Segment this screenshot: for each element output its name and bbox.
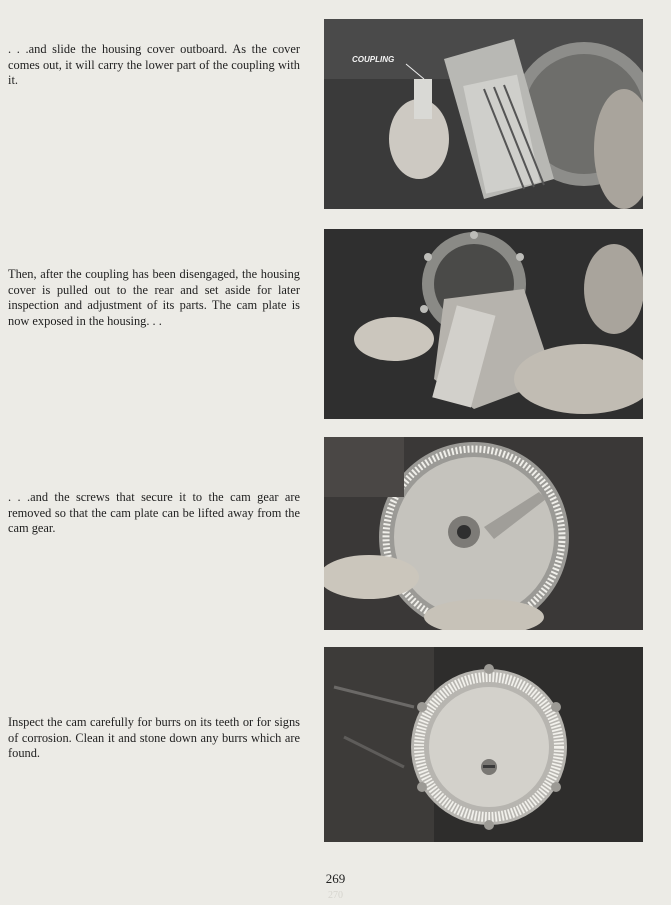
caption-2: Then, after the coupling has been disengaged, the housing cover is pulled out to the rear and set aside for later inspection and adjustment of its parts. The cam plate is now exposed in the housing. . . bbox=[8, 267, 300, 328]
photo-housing-cover-slide bbox=[324, 19, 643, 209]
caption-1: . . .and slide the housing cover outboard. As the cover comes out, it will carry the lower part of the coupling with it. bbox=[8, 42, 300, 87]
photo-cam-inspection bbox=[324, 647, 643, 842]
caption-3: . . .and the screws that secure it to the cam gear are removed so that the cam plate can be lifted away from the cam gear. bbox=[8, 490, 300, 535]
page-number: 269 bbox=[325, 871, 346, 886]
caption-4: Inspect the cam carefully for burrs on its teeth or for signs of corrosion. Clean it and stone down any burrs which are found. bbox=[8, 715, 300, 760]
bleed-through-page-number: 270 bbox=[328, 890, 343, 901]
photo-cam-plate-screws bbox=[324, 437, 643, 630]
coupling-label: COUPLING bbox=[352, 55, 395, 64]
photo-housing-cover-removed bbox=[324, 229, 643, 419]
